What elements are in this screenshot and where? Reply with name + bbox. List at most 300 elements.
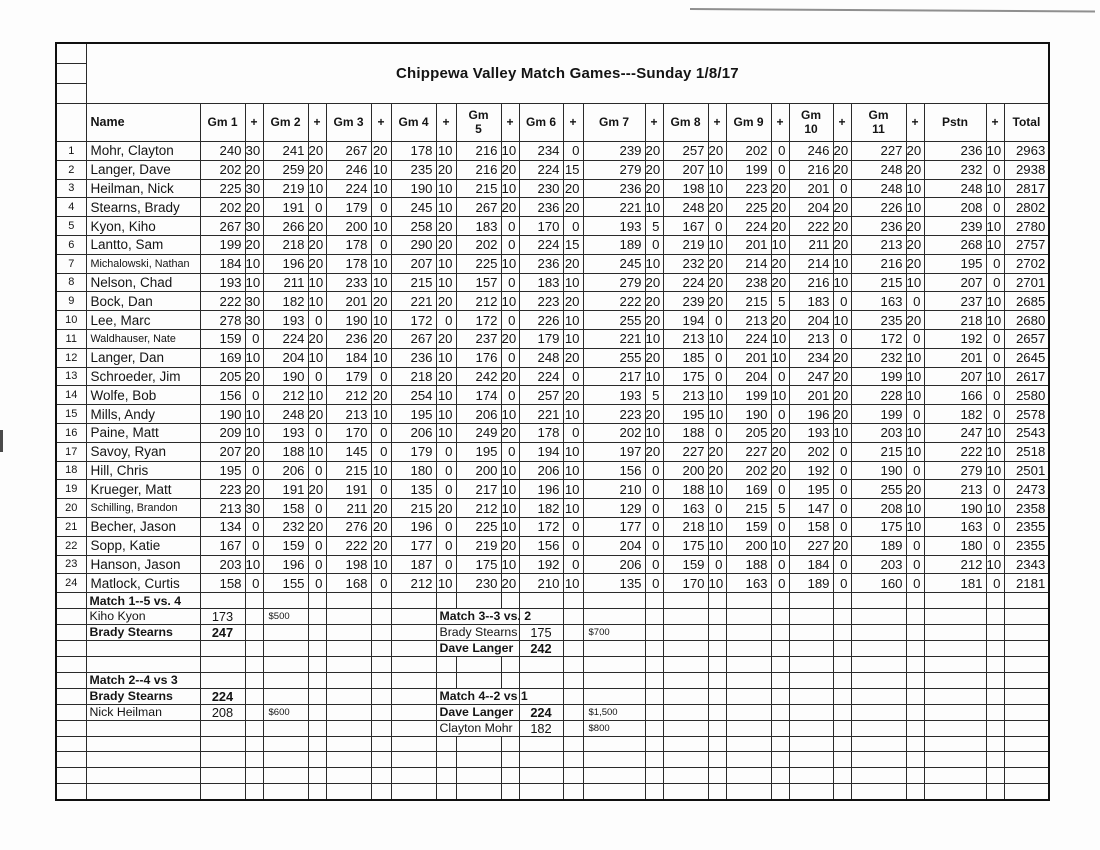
rank-cell: 19 xyxy=(56,480,86,499)
game-score: 158 xyxy=(200,574,245,593)
game-score: 183 xyxy=(456,217,501,236)
empty-cell xyxy=(708,768,726,784)
empty-cell xyxy=(583,593,645,609)
empty-cell xyxy=(436,672,456,688)
game-score: 215 xyxy=(326,461,371,480)
empty-cell xyxy=(86,783,200,799)
bonus-points: 0 xyxy=(501,217,519,236)
player-name: Bock, Dan xyxy=(86,292,200,311)
empty-cell xyxy=(771,768,789,784)
empty-cell xyxy=(583,656,645,672)
game-score: 184 xyxy=(200,254,245,273)
empty-cell xyxy=(456,656,501,672)
player-name: Krueger, Matt xyxy=(86,480,200,499)
empty-cell xyxy=(245,656,263,672)
sheet-container xyxy=(55,42,1050,801)
empty-cell xyxy=(563,720,583,736)
empty-cell xyxy=(708,593,726,609)
empty-cell xyxy=(501,783,519,799)
game-score: 227 xyxy=(789,536,833,555)
bonus-points: 0 xyxy=(986,405,1004,424)
empty-cell xyxy=(833,688,851,704)
match-money: $700 xyxy=(583,624,645,640)
game-score: 258 xyxy=(391,217,436,236)
bonus-points: 0 xyxy=(708,311,726,330)
bonus-points: 0 xyxy=(645,555,663,574)
bonus-points: 20 xyxy=(708,273,726,292)
game-score: 218 xyxy=(263,235,308,254)
game-score: 129 xyxy=(583,499,645,518)
bonus-points: 20 xyxy=(371,499,391,518)
rank-cell: 4 xyxy=(56,198,86,217)
column-header: Gm 7 xyxy=(583,104,645,142)
game-score: 188 xyxy=(726,555,771,574)
empty-cell xyxy=(1004,593,1049,609)
game-score: 257 xyxy=(663,142,708,161)
game-score: 176 xyxy=(456,348,501,367)
empty-cell xyxy=(771,720,789,736)
empty-cell xyxy=(326,608,371,624)
bonus-points: 0 xyxy=(645,536,663,555)
bonus-points: 0 xyxy=(645,461,663,480)
game-score: 167 xyxy=(200,536,245,555)
empty-cell xyxy=(1004,752,1049,768)
player-name: Stearns, Brady xyxy=(86,198,200,217)
rank-cell: 22 xyxy=(56,536,86,555)
bonus-points: 20 xyxy=(308,235,326,254)
game-score: 134 xyxy=(200,517,245,536)
empty-cell xyxy=(519,736,563,752)
match-section-row xyxy=(56,656,1049,672)
player-name: Wolfe, Bob xyxy=(86,386,200,405)
bonus-points: 0 xyxy=(906,292,924,311)
empty-cell xyxy=(833,720,851,736)
match-player-name: Brady Stearns xyxy=(86,688,200,704)
bonus-points: 10 xyxy=(986,235,1004,254)
bonus-points: 0 xyxy=(986,517,1004,536)
bonus-points: 0 xyxy=(308,367,326,386)
column-header xyxy=(851,104,906,142)
game-score: 179 xyxy=(391,442,436,461)
empty-cell xyxy=(851,752,906,768)
bonus-points: 20 xyxy=(906,254,924,273)
empty-cell xyxy=(924,672,986,688)
bonus-points: 10 xyxy=(986,367,1004,386)
game-score: 212 xyxy=(326,386,371,405)
game-score: 201 xyxy=(726,348,771,367)
game-score: 203 xyxy=(851,423,906,442)
empty-cell xyxy=(563,640,583,656)
match-score: 208 xyxy=(200,704,245,720)
player-row xyxy=(56,179,1049,198)
game-score: 182 xyxy=(924,405,986,424)
rank-cell: 24 xyxy=(56,574,86,593)
game-score: 158 xyxy=(263,499,308,518)
bonus-points: 10 xyxy=(371,179,391,198)
game-score: 202 xyxy=(789,442,833,461)
empty-cell xyxy=(200,768,245,784)
player-row xyxy=(56,142,1049,161)
bonus-points: 0 xyxy=(986,536,1004,555)
column-header: Gm 2 xyxy=(263,104,308,142)
game-score: 221 xyxy=(583,329,645,348)
empty-cell xyxy=(563,768,583,784)
game-score: 159 xyxy=(200,329,245,348)
column-header: + xyxy=(436,104,456,142)
empty-cell xyxy=(56,783,86,799)
game-score: 147 xyxy=(789,499,833,518)
game-score: 234 xyxy=(519,142,563,161)
empty-cell xyxy=(924,704,986,720)
bonus-points: 20 xyxy=(708,254,726,273)
game-score: 195 xyxy=(456,442,501,461)
bonus-points: 20 xyxy=(563,254,583,273)
game-score: 212 xyxy=(924,555,986,574)
empty-cell xyxy=(708,688,726,704)
empty-cell xyxy=(583,672,645,688)
bonus-points: 10 xyxy=(371,555,391,574)
player-name: Hill, Chris xyxy=(86,461,200,480)
empty-cell xyxy=(906,752,924,768)
game-score: 170 xyxy=(519,217,563,236)
game-score: 177 xyxy=(583,517,645,536)
bonus-points: 10 xyxy=(436,574,456,593)
game-score: 199 xyxy=(726,386,771,405)
empty-cell xyxy=(708,752,726,768)
game-score: 214 xyxy=(726,254,771,273)
match-section-row xyxy=(56,783,1049,799)
empty-cell xyxy=(308,704,326,720)
bonus-points: 0 xyxy=(645,574,663,593)
bonus-points: 20 xyxy=(708,142,726,161)
game-score: 278 xyxy=(200,311,245,330)
game-score: 248 xyxy=(263,405,308,424)
empty-cell xyxy=(851,736,906,752)
empty-cell xyxy=(326,736,371,752)
empty-cell xyxy=(563,752,583,768)
game-score: 193 xyxy=(789,423,833,442)
player-name: Langer, Dan xyxy=(86,348,200,367)
column-header-label: Gm 10 xyxy=(800,107,821,136)
game-score: 213 xyxy=(326,405,371,424)
bonus-points: 0 xyxy=(563,536,583,555)
empty-cell xyxy=(663,688,708,704)
player-name: Paine, Matt xyxy=(86,423,200,442)
game-score: 197 xyxy=(583,442,645,461)
empty-cell xyxy=(263,672,308,688)
empty-cell xyxy=(789,783,833,799)
bonus-points: 0 xyxy=(563,217,583,236)
empty-cell xyxy=(563,608,583,624)
game-score: 156 xyxy=(519,536,563,555)
empty-cell xyxy=(789,624,833,640)
bonus-points: 0 xyxy=(708,348,726,367)
player-row xyxy=(56,348,1049,367)
bonus-points: 20 xyxy=(436,499,456,518)
bonus-points: 20 xyxy=(308,254,326,273)
game-score: 172 xyxy=(519,517,563,536)
game-score: 200 xyxy=(326,217,371,236)
bonus-points: 20 xyxy=(371,536,391,555)
empty-cell xyxy=(308,752,326,768)
empty-cell xyxy=(708,704,726,720)
match-score: 247 xyxy=(200,624,245,640)
player-name: Savoy, Ryan xyxy=(86,442,200,461)
bonus-points: 10 xyxy=(308,348,326,367)
empty-cell xyxy=(833,624,851,640)
empty-cell xyxy=(789,656,833,672)
empty-cell xyxy=(645,720,663,736)
empty-cell xyxy=(563,688,583,704)
bonus-points: 10 xyxy=(245,555,263,574)
empty-cell xyxy=(663,608,708,624)
bonus-points: 10 xyxy=(371,311,391,330)
empty-cell xyxy=(391,736,436,752)
game-score: 215 xyxy=(391,273,436,292)
empty-cell xyxy=(663,752,708,768)
bonus-points: 10 xyxy=(563,442,583,461)
bonus-points: 20 xyxy=(501,329,519,348)
game-score: 222 xyxy=(789,217,833,236)
bonus-points: 20 xyxy=(833,405,851,424)
empty-cell xyxy=(563,783,583,799)
match-money: $500 xyxy=(263,608,308,624)
bonus-points: 30 xyxy=(245,311,263,330)
game-score: 179 xyxy=(326,198,371,217)
game-score: 276 xyxy=(326,517,371,536)
empty-cell xyxy=(308,656,326,672)
bonus-points: 10 xyxy=(245,348,263,367)
bonus-points: 20 xyxy=(833,367,851,386)
game-score: 200 xyxy=(663,461,708,480)
empty-cell xyxy=(906,640,924,656)
bonus-points: 0 xyxy=(501,273,519,292)
bonus-points: 0 xyxy=(245,517,263,536)
game-score: 201 xyxy=(789,179,833,198)
bonus-points: 0 xyxy=(708,555,726,574)
game-score: 237 xyxy=(456,329,501,348)
empty-cell xyxy=(1004,688,1049,704)
empty-cell xyxy=(263,640,308,656)
empty-cell xyxy=(263,624,308,640)
empty-cell xyxy=(456,593,501,609)
bonus-points: 0 xyxy=(645,235,663,254)
match-player-name: Nick Heilman xyxy=(86,704,200,720)
bonus-points: 20 xyxy=(645,311,663,330)
bonus-points: 10 xyxy=(708,517,726,536)
total-score: 2543 xyxy=(1004,423,1049,442)
empty-cell xyxy=(924,736,986,752)
game-score: 248 xyxy=(519,348,563,367)
game-score: 135 xyxy=(391,480,436,499)
empty-cell xyxy=(436,656,456,672)
game-score: 205 xyxy=(200,367,245,386)
game-score: 232 xyxy=(263,517,308,536)
match-score: 182 xyxy=(519,720,563,736)
bonus-points: 10 xyxy=(708,235,726,254)
bonus-points: 10 xyxy=(645,329,663,348)
game-score: 227 xyxy=(726,442,771,461)
game-score: 159 xyxy=(726,517,771,536)
game-score: 189 xyxy=(583,235,645,254)
game-score: 193 xyxy=(200,273,245,292)
game-score: 206 xyxy=(583,555,645,574)
game-score: 177 xyxy=(391,536,436,555)
empty-cell xyxy=(851,640,906,656)
bonus-points: 0 xyxy=(308,574,326,593)
game-score: 183 xyxy=(519,273,563,292)
bonus-points: 20 xyxy=(645,292,663,311)
column-header: + xyxy=(833,104,851,142)
game-score: 163 xyxy=(726,574,771,593)
rank-cell: 11 xyxy=(56,329,86,348)
empty-cell xyxy=(833,704,851,720)
bonus-points: 10 xyxy=(986,499,1004,518)
bonus-points: 30 xyxy=(245,142,263,161)
bonus-points: 10 xyxy=(645,367,663,386)
bonus-points: 10 xyxy=(906,273,924,292)
total-score: 2657 xyxy=(1004,329,1049,348)
bonus-points: 20 xyxy=(833,235,851,254)
rank-cell: 15 xyxy=(56,405,86,424)
bonus-points: 0 xyxy=(986,348,1004,367)
player-name: Heilman, Nick xyxy=(86,179,200,198)
game-score: 193 xyxy=(583,386,645,405)
empty-cell xyxy=(906,688,924,704)
game-score: 232 xyxy=(924,160,986,179)
empty-cell xyxy=(1004,656,1049,672)
empty-cell xyxy=(645,783,663,799)
match-section-row xyxy=(56,640,1049,656)
bonus-points: 10 xyxy=(708,179,726,198)
bonus-points: 10 xyxy=(371,405,391,424)
game-score: 245 xyxy=(583,254,645,273)
match-section-row xyxy=(56,720,1049,736)
empty-cell xyxy=(56,768,86,784)
game-score: 196 xyxy=(391,517,436,536)
game-score: 211 xyxy=(789,235,833,254)
bonus-points: 10 xyxy=(371,254,391,273)
game-score: 199 xyxy=(726,160,771,179)
game-score: 194 xyxy=(519,442,563,461)
empty-cell xyxy=(308,608,326,624)
column-header: + xyxy=(501,104,519,142)
empty-cell xyxy=(789,593,833,609)
game-score: 175 xyxy=(663,536,708,555)
game-score: 200 xyxy=(726,536,771,555)
total-score: 2680 xyxy=(1004,311,1049,330)
empty-cell xyxy=(371,593,391,609)
column-header: + xyxy=(563,104,583,142)
match-score: 175 xyxy=(519,624,563,640)
column-header: + xyxy=(371,104,391,142)
game-score: 183 xyxy=(789,292,833,311)
bonus-points: 20 xyxy=(708,198,726,217)
game-score: 213 xyxy=(789,329,833,348)
game-score: 195 xyxy=(663,405,708,424)
empty-cell xyxy=(726,736,771,752)
rank-cell: 21 xyxy=(56,517,86,536)
bonus-points: 0 xyxy=(986,574,1004,593)
bonus-points: 10 xyxy=(708,405,726,424)
empty-cell xyxy=(645,768,663,784)
game-score: 190 xyxy=(851,461,906,480)
empty-cell xyxy=(906,656,924,672)
game-score: 213 xyxy=(851,235,906,254)
game-score: 201 xyxy=(924,348,986,367)
game-score: 175 xyxy=(851,517,906,536)
game-score: 223 xyxy=(519,292,563,311)
bonus-points: 0 xyxy=(245,574,263,593)
empty-cell xyxy=(986,640,1004,656)
total-score: 2757 xyxy=(1004,235,1049,254)
bonus-points: 20 xyxy=(906,160,924,179)
game-score: 279 xyxy=(583,273,645,292)
bonus-points: 10 xyxy=(645,254,663,273)
empty-cell xyxy=(906,720,924,736)
bonus-points: 10 xyxy=(563,311,583,330)
bonus-points: 10 xyxy=(436,423,456,442)
empty-cell xyxy=(1004,704,1049,720)
player-name: Waldhauser, Nate xyxy=(86,329,200,348)
empty-cell xyxy=(326,768,371,784)
bonus-points: 10 xyxy=(708,329,726,348)
game-score: 239 xyxy=(924,217,986,236)
rank-cell: 13 xyxy=(56,367,86,386)
rank-cell: 2 xyxy=(56,160,86,179)
bonus-points: 0 xyxy=(906,405,924,424)
game-score: 198 xyxy=(663,179,708,198)
bonus-points: 10 xyxy=(501,179,519,198)
empty-cell xyxy=(436,752,456,768)
bonus-points: 0 xyxy=(645,517,663,536)
column-header: Gm 6 xyxy=(519,104,563,142)
empty-cell xyxy=(436,768,456,784)
bonus-points: 10 xyxy=(436,405,456,424)
empty-cell xyxy=(1004,783,1049,799)
empty-cell xyxy=(583,640,645,656)
empty-cell xyxy=(371,656,391,672)
empty-cell xyxy=(645,704,663,720)
game-score: 230 xyxy=(456,574,501,593)
game-score: 206 xyxy=(263,461,308,480)
empty-cell xyxy=(308,720,326,736)
game-score: 237 xyxy=(924,292,986,311)
empty-cell xyxy=(708,608,726,624)
game-score: 216 xyxy=(456,160,501,179)
match-section-row xyxy=(56,608,1049,624)
game-score: 187 xyxy=(391,555,436,574)
empty-cell xyxy=(663,783,708,799)
empty-cell xyxy=(986,736,1004,752)
game-score: 224 xyxy=(326,179,371,198)
game-score: 204 xyxy=(789,311,833,330)
bonus-points: 0 xyxy=(833,329,851,348)
game-score: 259 xyxy=(263,160,308,179)
bonus-points: 20 xyxy=(645,179,663,198)
game-score: 225 xyxy=(726,198,771,217)
empty-cell xyxy=(519,672,563,688)
game-score: 189 xyxy=(789,574,833,593)
bonus-points: 10 xyxy=(906,348,924,367)
empty-cell xyxy=(563,624,583,640)
total-score: 2780 xyxy=(1004,217,1049,236)
game-score: 267 xyxy=(326,142,371,161)
total-score: 2701 xyxy=(1004,273,1049,292)
empty-cell xyxy=(263,736,308,752)
player-name: Sopp, Katie xyxy=(86,536,200,555)
bonus-points: 10 xyxy=(986,461,1004,480)
